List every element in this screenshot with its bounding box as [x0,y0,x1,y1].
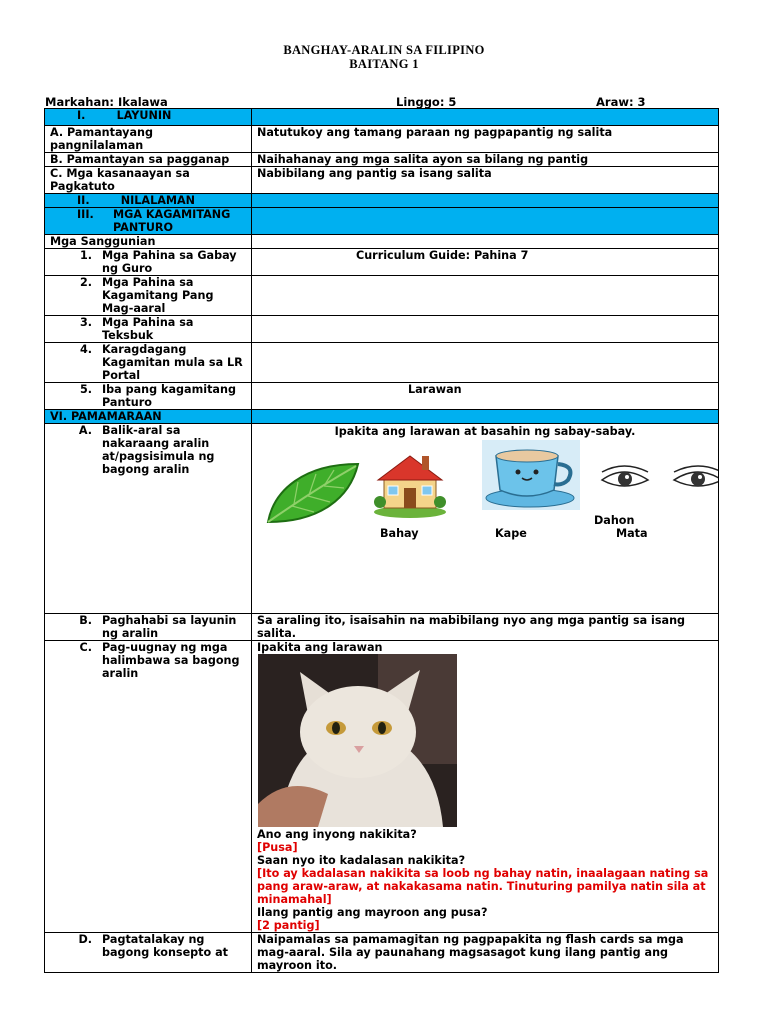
quarter-label: Markahan: Ikalawa [45,95,168,109]
week-label: Linggo: 5 [396,95,457,109]
item-number: 5. [79,383,92,396]
leaf-icon [264,460,360,526]
eyes-icon [598,464,719,494]
word-kape: Kape [495,527,527,540]
row-value: Curriculum Guide: Pahina 7 [252,249,719,276]
row-value: Naihahanay ang mga salita ayon sa bilang ng pantig [252,153,719,167]
section-number: III. [77,208,94,221]
word-dahon: Dahon [594,514,635,527]
day-label: Araw: 3 [596,95,646,109]
cat-photo [258,654,457,827]
row-label: Karagdagang Kagamitan mula sa LR Portal [102,343,243,382]
item-number: 4. [79,343,92,356]
word-bahay: Bahay [380,527,419,540]
document-title: BANGHAY-ARALIN SA FILIPINO [283,43,485,57]
question-1: Ano ang inyong nakikita? [257,828,417,841]
row-label: Pag-uugnay ng mga halimbawa sa bagong aralin [102,641,240,680]
row-label: Paghahabi sa layunin ng aralin [102,614,237,640]
row-label: Pagtatalakay ng bagong konsepto at [102,933,228,959]
row-pagtatalakay [45,933,719,973]
row-value [252,316,719,343]
answer-3: [2 pantig] [257,919,320,932]
item-number: 1. [79,249,92,262]
row-label: Mga Pahina sa Gabay ng Guro [102,249,237,275]
row-label: A. Pamantayang pangnilalaman [45,126,252,153]
row-pamantayang-pangnilalaman [45,126,719,153]
row-mga-kasanayan [45,167,719,194]
row-value [252,343,719,383]
row-balik-aral [45,424,719,614]
section-row-layunin [45,109,719,126]
item-number: 2. [79,276,92,289]
answer-2: [Ito ay kadalasan nakikita sa loob ng bahay natin, inaalagaan nating sa pang araw-araw, at nakakasama natin. Tinuturing pamilya natin sila at minamahal] [257,867,709,906]
section-row-kagamitang-panturo [45,208,719,235]
item-letter: D. [78,933,92,946]
row-value: Natutukoy ang tamang paraan ng pagpapantig ng salita [252,126,719,153]
item-letter: C. [79,641,92,654]
row-label: Balik-aral sa nakaraang aralin at/pagsisimula ng bagong aralin [102,424,215,476]
row-label: C. Mga kasanaayan sa Pagkatuto [45,167,252,194]
section-label: LAYUNIN [116,109,172,122]
house-icon [372,448,448,520]
row-value [252,276,719,316]
section-number: I. [77,109,86,122]
item-number: 3. [79,316,92,329]
row-resource-2 [45,276,719,316]
word-mata: Mata [616,527,648,540]
row-label: Mga Sanggunian [45,235,252,249]
row-value: Sa araling ito, isaisahin na mabibilang nyo ang mga pantig sa isang salita. [252,614,719,641]
row-paghahabi [45,614,719,641]
row-pag-uugnay [45,641,719,933]
row-resource-5 [45,383,719,410]
instruction-text: Ipakita ang larawan [257,641,383,654]
row-value: Naipamalas sa pamamagitan ng pagpapakita ng flash cards sa mga mag-aaral. Sila ay paunahang magsasagot kung ilang pantig ang mayroon ito. [252,933,719,973]
section-row-nilalaman [45,194,719,208]
row-label: Iba pang kagamitang Panturo [102,383,236,409]
row-value: Larawan [252,383,719,410]
row-value: Nabibilang ang pantig sa isang salita [252,167,719,194]
section-number: II. [77,194,90,207]
instruction-text: Ipakita ang larawan at basahin ng sabay-sabay. [334,425,636,438]
lesson-plan-table [44,108,719,973]
grade-level: BAITANG 1 [349,57,419,71]
teacup-icon [482,440,580,510]
question-2: Saan nyo ito kadalasan nakikita? [257,854,466,867]
section-row-pamamaraan [45,410,719,424]
item-letter: B. [79,614,92,627]
row-resource-1 [45,249,719,276]
section-label: MGA KAGAMITANG PANTURO [113,208,231,234]
row-pamantayan-sa-pagganap [45,153,719,167]
item-letter: A. [78,424,92,437]
answer-1: [Pusa] [257,841,298,854]
row-label: B. Pamantayan sa pagganap [45,153,252,167]
question-3: Ilang pantig ang mayroon ang pusa? [257,906,488,919]
row-label: Mga Pahina sa Kagamitang Pang Mag-aaral [102,276,214,315]
row-resource-4 [45,343,719,383]
row-resource-3 [45,316,719,343]
section-label: NILALAMAN [120,194,196,207]
picture-strip [252,438,718,613]
row-label: Mga Pahina sa Teksbuk [102,316,194,342]
row-sanggunian [45,235,719,249]
section-label: VI. PAMAMARAAN [45,410,252,424]
